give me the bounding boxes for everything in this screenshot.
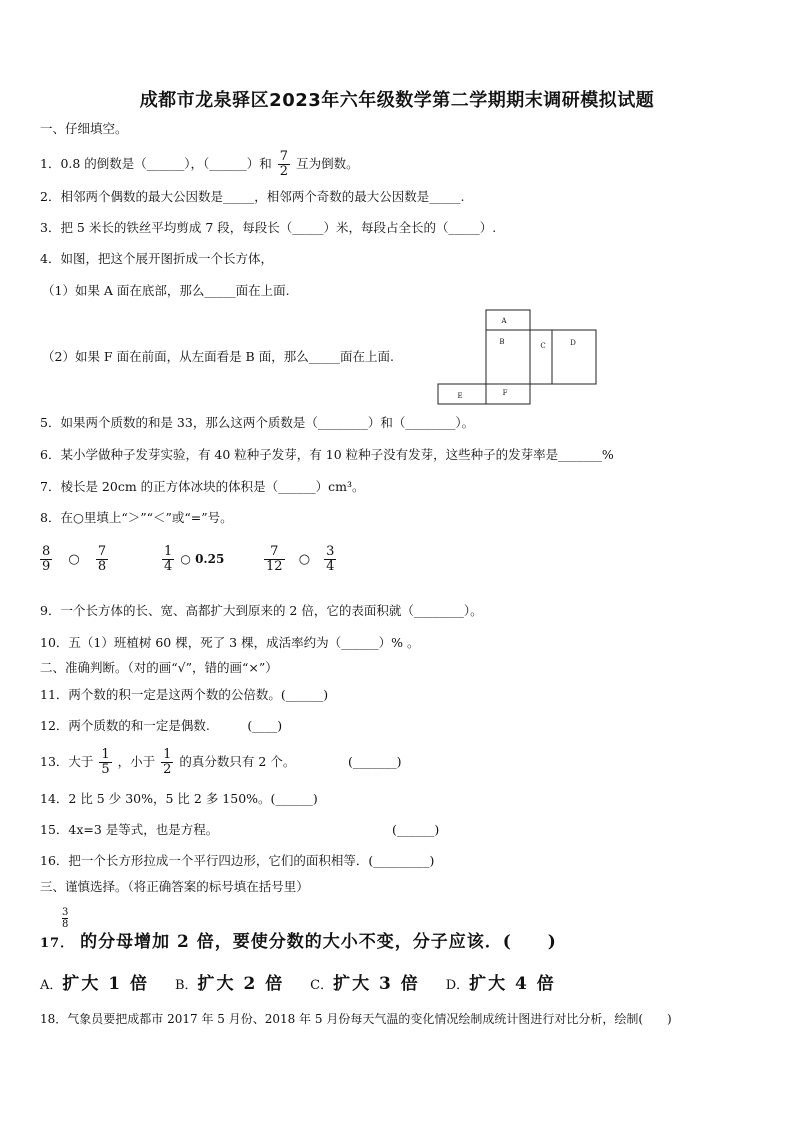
fraction-denominator: 4: [164, 559, 173, 574]
fraction-numerator: 8: [42, 544, 51, 559]
compare-3-left-fraction: [264, 545, 285, 574]
option-text: 扩大 3 倍: [333, 974, 420, 994]
fraction-denominator: 12: [266, 559, 283, 574]
question-1: [40, 150, 359, 179]
question-1-fraction: [278, 150, 290, 179]
question-1-text-a: 1．0.8 的倒数是（______），（______）和: [40, 156, 272, 171]
section-2-heading: 二、准确判断。（对的画“√”，错的画“×”）: [40, 660, 278, 675]
option-a[interactable]: [40, 974, 149, 994]
question-15: 15．4x=3 是等式，也是方程。: [40, 822, 219, 837]
option-label: A．: [40, 978, 63, 993]
fraction-denominator: 8: [62, 919, 69, 930]
compare-1-circle: ○: [68, 552, 80, 567]
fraction-denominator: 4: [326, 559, 335, 574]
fraction-numerator: 3: [62, 907, 69, 918]
compare-2-left-fraction: [162, 545, 174, 574]
option-text: 扩大 1 倍: [62, 974, 150, 994]
net-label-d: D: [570, 339, 576, 347]
question-2: 2．相邻两个偶数的最大公因数是_____，相邻两个奇数的最大公因数是_____.: [40, 189, 465, 204]
question-13-answer-blank[interactable]: (_______): [348, 754, 402, 769]
question-7: 7．棱长是 20cm 的正方体冰块的体积是（______）cm³。: [40, 479, 365, 494]
question-13-fraction-2: [161, 748, 173, 777]
compare-2-rest: ○ 0.25: [180, 552, 225, 566]
question-13-text-a: 13．大于: [40, 754, 94, 769]
option-label: D．: [445, 978, 470, 993]
compare-1-right-fraction: [96, 545, 108, 574]
question-1-text-b: 互为倒数。: [296, 156, 359, 171]
fraction-denominator: 2: [163, 762, 172, 777]
net-face-d: [552, 330, 596, 384]
compare-3-circle: ○: [298, 552, 311, 567]
question-4: 4．如图，把这个展开图折成一个长方体，: [40, 251, 273, 266]
section-3-heading: 三、谨慎选择。（将正确答案的标号填在括号里）: [40, 879, 309, 894]
fraction-denominator: 5: [101, 762, 110, 777]
question-15-answer-blank[interactable]: (______): [392, 822, 440, 837]
option-d[interactable]: [446, 974, 556, 994]
fraction-denominator: 9: [42, 559, 51, 574]
net-label-b: B: [499, 338, 505, 346]
fraction-numerator: 3: [326, 544, 335, 559]
question-6: 6．某小学做种子发芽实验，有 40 粒种子发芽，有 10 粒种子没有发芽，这些种子的发芽率是_______%: [40, 447, 614, 462]
question-5: 5．如果两个质数的和是 33，那么这两个质数是（________）和（________）。: [40, 415, 475, 430]
option-label: C．: [310, 978, 334, 993]
net-label-a: A: [501, 317, 507, 325]
compare-item-1: [38, 545, 110, 574]
compare-item-2: [160, 545, 224, 574]
compare-item-3: [262, 545, 338, 574]
question-13-fraction-1: [99, 748, 111, 777]
question-13-text-c: 的真分数只有 2 个。: [179, 754, 296, 769]
question-8: 8．在○里填上“＞”“＜”或“=”号。: [40, 510, 233, 525]
option-text: 扩大 4 倍: [469, 974, 556, 994]
fraction-numerator: 7: [270, 544, 279, 559]
fraction-denominator: 8: [97, 559, 107, 574]
net-face-f: [486, 384, 530, 404]
net-face-e: [438, 384, 486, 404]
question-14: 14．2 比 5 少 30%，5 比 2 多 150%。(______): [40, 791, 318, 806]
compare-1-left-fraction: [40, 545, 52, 574]
question-3: 3．把 5 米长的铁丝平均剪成 7 段，每段长（_____）米，每段占全长的（_____）.: [40, 220, 497, 235]
question-13-text-b: ，小于: [117, 754, 156, 769]
option-text: 扩大 2 倍: [197, 974, 285, 994]
fraction-numerator: 7: [97, 544, 107, 559]
question-13: [40, 748, 295, 777]
fraction-numerator: 1: [101, 747, 110, 762]
net-face-c: [530, 330, 552, 384]
question-16: 16．把一个长方形拉成一个平行四边形，它们的面积相等．(_________): [40, 853, 435, 868]
question-10: 10．五（1）班植树 60 棵，死了 3 棵，成活率约为（______）% 。: [40, 635, 420, 650]
net-label-f: F: [502, 389, 508, 397]
net-face-b: [486, 330, 530, 384]
section-1-heading: 一、仔细填空。: [40, 121, 128, 136]
question-17: [40, 927, 557, 952]
page-title: 成都市龙泉驿区2023年六年级数学第二学期期末调研模拟试题: [139, 90, 655, 111]
fraction-numerator: 7: [279, 149, 289, 164]
question-18: 18．气象员要把成都市 2017 年 5 月份、2018 年 5 月份每天气温的变化情况绘制成统计图进行对比分析，绘制( ): [40, 1012, 672, 1026]
question-12: 12．两个质数的和一定是偶数. (____): [40, 718, 283, 733]
question-4-part-2: （2）如果 F 面在前面，从左面看是 B 面，那么_____面在上面.: [42, 349, 394, 364]
compare-3-right-fraction: [324, 545, 336, 574]
fraction-denominator: 2: [279, 164, 289, 179]
question-17-label: 17．: [40, 936, 75, 951]
net-label-c: C: [540, 342, 546, 350]
net-label-e: E: [457, 392, 463, 400]
option-label: B．: [174, 978, 198, 993]
question-17-text: 的分母增加 2 倍，要使分数的大小不变，分子应该．( ): [80, 932, 557, 952]
option-b[interactable]: [175, 974, 284, 994]
option-c[interactable]: [310, 974, 420, 994]
fraction-numerator: 1: [163, 747, 172, 762]
fraction-numerator: 1: [164, 544, 173, 559]
question-4-part-1: （1）如果 A 面在底部，那么_____面在上面.: [42, 283, 290, 298]
question-17-options: [40, 969, 574, 994]
question-11: 11．两个数的积一定是这两个数的公倍数。(______): [40, 687, 329, 702]
net-face-a: [486, 310, 530, 330]
question-9: 9．一个长方体的长、宽、高都扩大到原来的 2 倍，它的表面积就（________）。: [40, 603, 483, 618]
